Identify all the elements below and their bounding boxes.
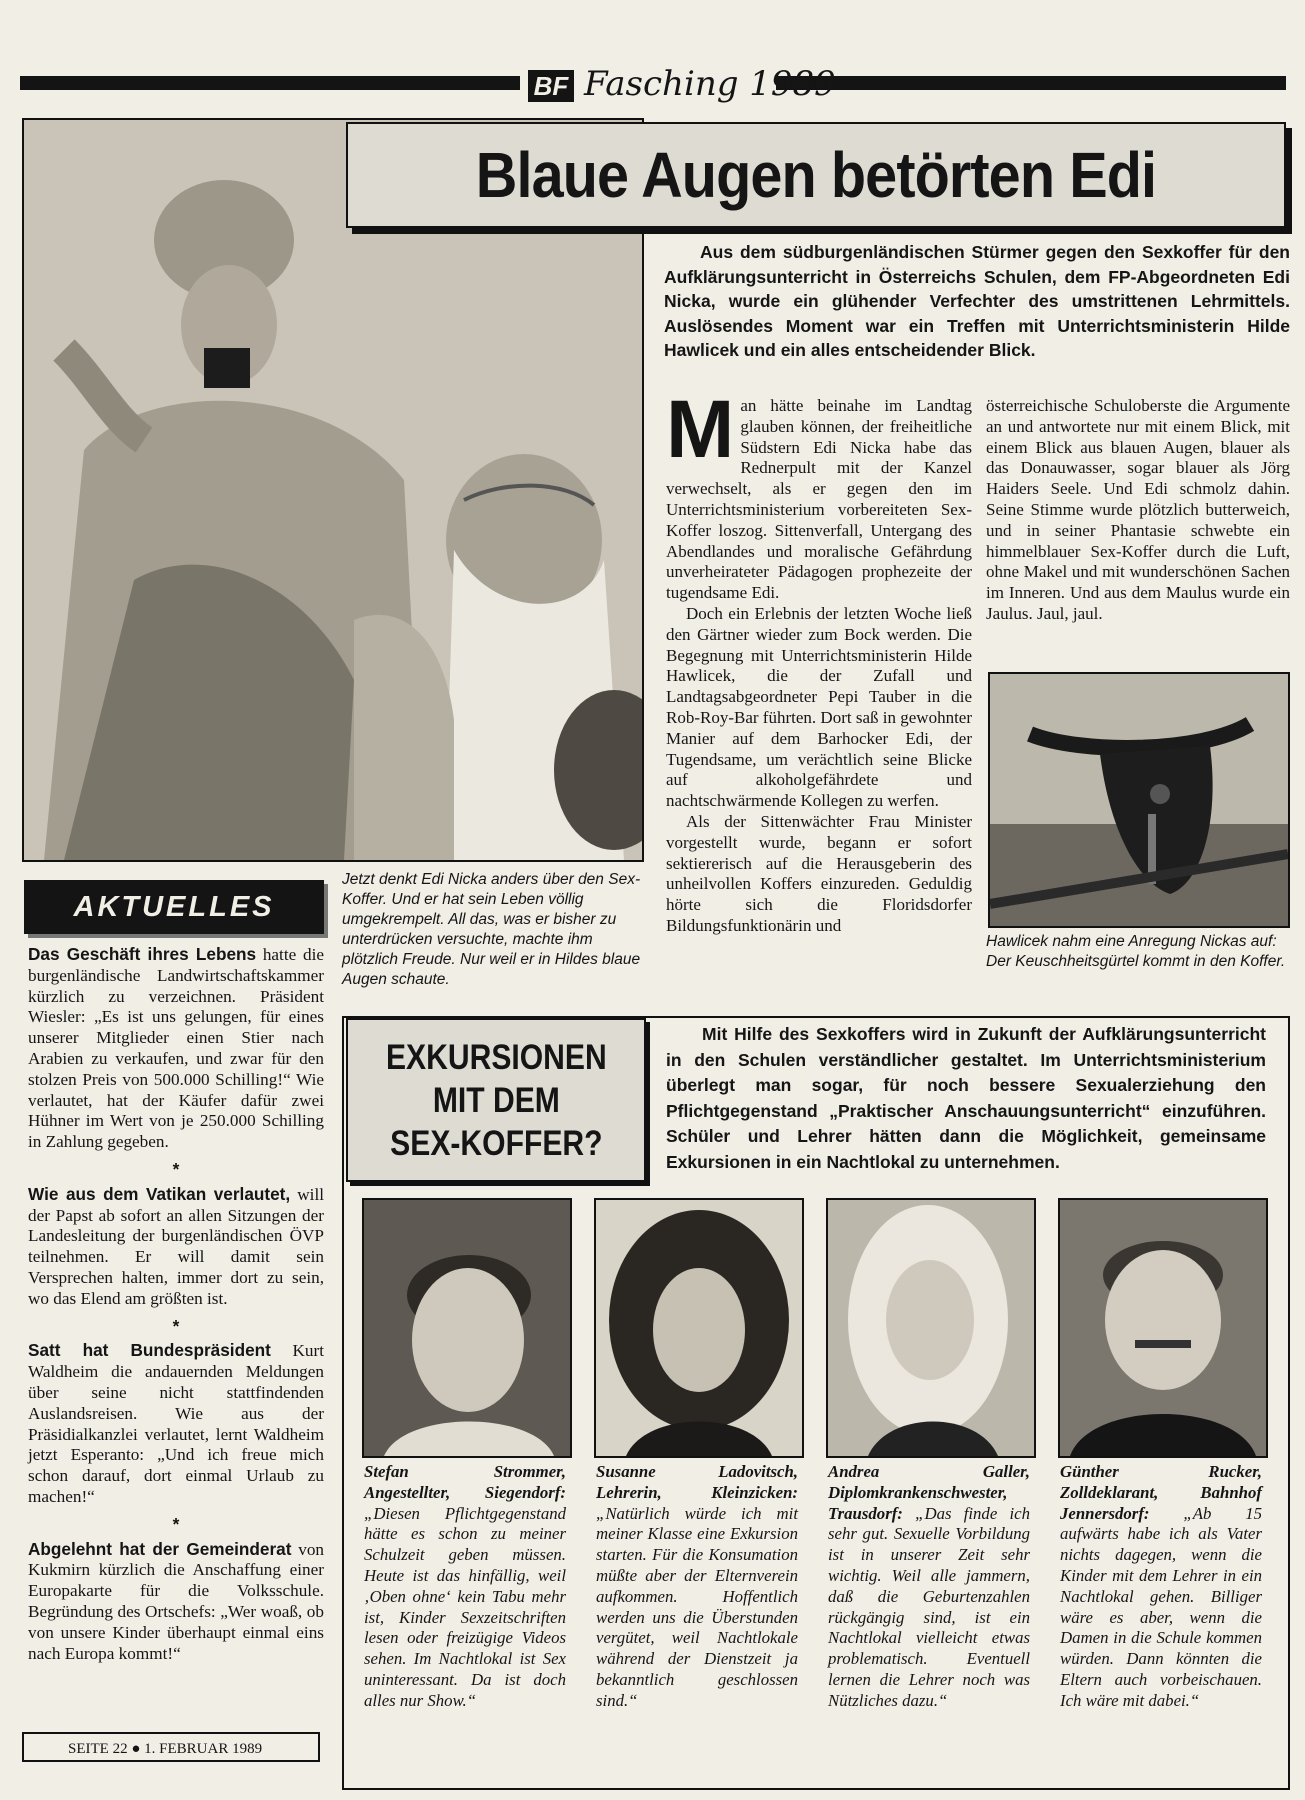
exkursionen-title-line3: SEX-KOFFER? [389, 1123, 603, 1163]
masthead-rule-left [20, 76, 520, 90]
dropcap: M [666, 384, 735, 475]
portrait-illustration [828, 1200, 1034, 1456]
page-footer: SEITE 22 ● 1. FEBRUAR 1989 [22, 1732, 320, 1762]
aktuelles-title: AKTUELLES [24, 880, 324, 934]
belt-caption: Hawlicek nahm eine Anregung Nickas auf: Der Keuschheitsgürtel kommt in den Koffer. [986, 933, 1286, 970]
aktuelles-item: Wie aus dem Vatikan verlautet, will der Papst ab sofort an allen Sitzungen der Landesleitung der burgenländischen ÖVP teilnehmen. Er will damit sein Versprechen halten, immer dort zu sein, wo das Elend am größten ist. [28, 1183, 324, 1308]
portrait-illustration [1060, 1200, 1266, 1456]
article-paragraph-1: an hätte beinahe im Landtag glauben können, der freiheitliche Südstern Edi Nicka habe das Rednerpult mit der Kanzel verwechselt, als er gegen den im Unterrichtsministerium vorbereiteten Sex-Koffer loszog. Sittenverfall, Untergang des Abendlandes und moralische Gefährdung unverheirateter Pädagogen prophezeite der tugendsame Edi. [666, 396, 972, 603]
exkursionen-title-box [346, 1018, 646, 1182]
exkursionen-lead: Mit Hilfe des Sexkoffers wird in Zukunft der Aufklärungsunterricht in den Schulen verständlicher gestaltet. Im Unterrichtsministerium überlegt man sogar, für noch bessere Sexualerziehung den Pflichtgegenstand „Praktischer Anschauungsunterricht“ einzuführen. Schüler und Lehrer hätten dann die Möglichkeit, gemeinsame Exkursionen in ein Nachtlokal zu unternehmen. [666, 1024, 1266, 1172]
sheikh-and-veiled-woman-illustration [24, 120, 642, 860]
quote-susanne-ladovitsch: Susanne Ladovitsch, Lehrerin, Kleinzicken: „Natürlich würde ich mit meiner Klasse eine Exkursion starten. Für die Konsumation müßte aber der Elternverein aufkommen. Hoffentlich werden uns die Überstunden vergütet, weil Nachtlokale während der Dienstzeit ja bekanntlich geschlossen sind.“ [596, 1462, 798, 1710]
portrait-guenther-rucker [1058, 1198, 1268, 1458]
aktuelles-item: Satt hat Bundespräsident Kurt Waldheim die andauernden Meldungen über seine nicht stattfindenden Auslandsreisen. Wie aus der Präsidialkanzlei verlautet, lernt Waldheim jetzt Esperanto: „Und ich freue mich schon darauf, dort einmal Urlaub zu machen!“ [28, 1340, 324, 1506]
masthead-rule-right [776, 76, 1286, 90]
article-paragraph-2: Doch ein Erlebnis der letzten Woche ließ den Gärtner wieder zum Bock werden. Die Begegnung mit Unterrichtsministerin Hilde Hawlicek, die der Zufall und Landtagsabgeordneter Pepi Tauber in die Rob-Roy-Bar führten. Dort saß in gewohnter Manier auf dem Barhocker Edi, der Tugendsame, um verächtlich seine Blicke auf alkoholgefährdete und nachtschwärmende Kollegen zu werfen. [666, 603, 972, 811]
aktuelles-item: Das Geschäft ihres Lebens hatte die burgenländische Landwirtschaftskammer kürzlich zu verzeichnen. Präsident Wiesler: „Es ist uns gelungen, für eines unserer Mitglieder einen Stier nach Arabien zu verkaufen, und zwar für den stolzen Preis von 500.000 Schilling!“ Wie verlautet, hat der Käufer dafür zwei Hühner im Wert von je 250.000 Schilling in Zahlung gegeben. [28, 944, 324, 1152]
main-photo-caption: Jetzt denkt Edi Nicka anders über den Sex-Koffer. Und er hat sein Leben völlig umgekrempelt. All das, was er bisher zu unterdrücken versuchte, machte ihm plötzlich Freude. Nur weil er in Hildes blaue Augen schaute. [342, 871, 641, 988]
main-photo [22, 118, 644, 862]
portrait-stefan-strommer [362, 1198, 572, 1458]
quote-guenther-rucker: Günther Rucker, Zolldeklarant, Bahnhof Jennersdorf: „Ab 15 aufwärts habe ich als Vater nichts dagegen, wenn die Kinder mit dem Lehrer in ein Nachtlokal gehen. Billiger wäre es aber, wenn die Damen in die Schule kommen würden. Dann könnten die Eltern auch vorbeischauen. Ich wäre mit dabei.“ [1060, 1462, 1262, 1710]
article-paragraph-4: österreichische Schuloberste die Argumente an und antwortete nur mit einem Blick, mit einem Blick aus blauen Augen, blauer als das Donauwasser, sogar blauer als Jörg Haiders Seele. Und Edi schmolz dahin. Seine Stimme wurde plötzlich butterweich, und in seiner Phantasie schwebte ein himmelblauer Sex-Koffer durch die Luft, ohne Makel und mit wunderschönen Sachen im Inneren. Und aus dem Maulus wurde ein Jaulus. Jaul, jaul. [986, 396, 1290, 623]
aktuelles-column [28, 944, 324, 1664]
article-paragraph-3: Als der Sittenwächter Frau Minister vorgestellt wurde, begann er sofort sektiererisch auf die Herausgeberin des unheilvollen Koffers einzureden. Geduldig hörte sich die Floridsdorfer Bildungsfunktionärin und [666, 811, 972, 935]
portrait-illustration [364, 1200, 570, 1456]
article-column-2 [986, 396, 1290, 625]
quote-andrea-galler: Andrea Galler, Diplomkrankenschwester, Trausdorf: „Das finde ich sehr gut. Sexuelle Vorbildung ist in unserer Zeit sehr wichtig. Weil alle jammern, daß die Geburtenzahlen rückgängig sind, ist ein Nachtlokal vielleicht etwas problematisch. Eventuell lernen die Lehrer noch was Nützliches dazu.“ [828, 1462, 1030, 1710]
headline-box [346, 122, 1286, 228]
chastity-belt-illustration [990, 674, 1288, 926]
portrait-susanne-ladovitsch [594, 1198, 804, 1458]
exkursionen-title-line2: MIT DEM [432, 1080, 560, 1120]
exkursionen-title-line1: EXKURSIONEN [385, 1037, 607, 1077]
article-column-1 [666, 384, 972, 937]
portrait-andrea-galler [826, 1198, 1036, 1458]
portrait-illustration [596, 1200, 802, 1456]
star-separator: * [172, 1158, 180, 1179]
star-separator: * [172, 1513, 180, 1534]
main-headline: Blaue Augen betörten Edi [475, 139, 1157, 211]
aktuelles-item: Abgelehnt hat der Gemeinderat von Kukmirn kürzlich die Anschaffung einer Europakarte für die Volksschule. Begründung des Ortschefs: „Wer woaß, ob von unsere Kinder überhaupt einmal eins nach Europa kommt!“ [28, 1538, 325, 1663]
bf-logo: BF [528, 70, 574, 102]
quote-stefan-strommer: Stefan Strommer, Angestellter, Siegendorf: „Diesen Pflichtgegenstand hätte es schon zu meiner Schulzeit geben müssen. Heute ist das hinfällig, weil ‚Oben ohne‘ kein Tabu mehr ist, Kinder Sexzeitschriften lesen oder freizügige Videos sehen. Im Nachtlokal ist Sex uninteressant. Da ist doch alles nur Show.“ [364, 1462, 566, 1710]
main-lead: Aus dem südburgenländischen Stürmer gegen den Sexkoffer für den Aufklärungsunterricht in Österreichs Schulen, dem FP-Abgeordneten Edi Nicka, wurde ein glühender Verfechter des umstrittenen Lehrmittels. Auslösendes Moment war ein Treffen mit Unterrichtsministerin Hilde Hawlicek und ein alles entscheidender Blick. [664, 242, 1290, 360]
section-kicker: Fasching 1989 [584, 64, 836, 104]
chastity-belt-photo [988, 672, 1290, 928]
star-separator: * [172, 1315, 180, 1336]
